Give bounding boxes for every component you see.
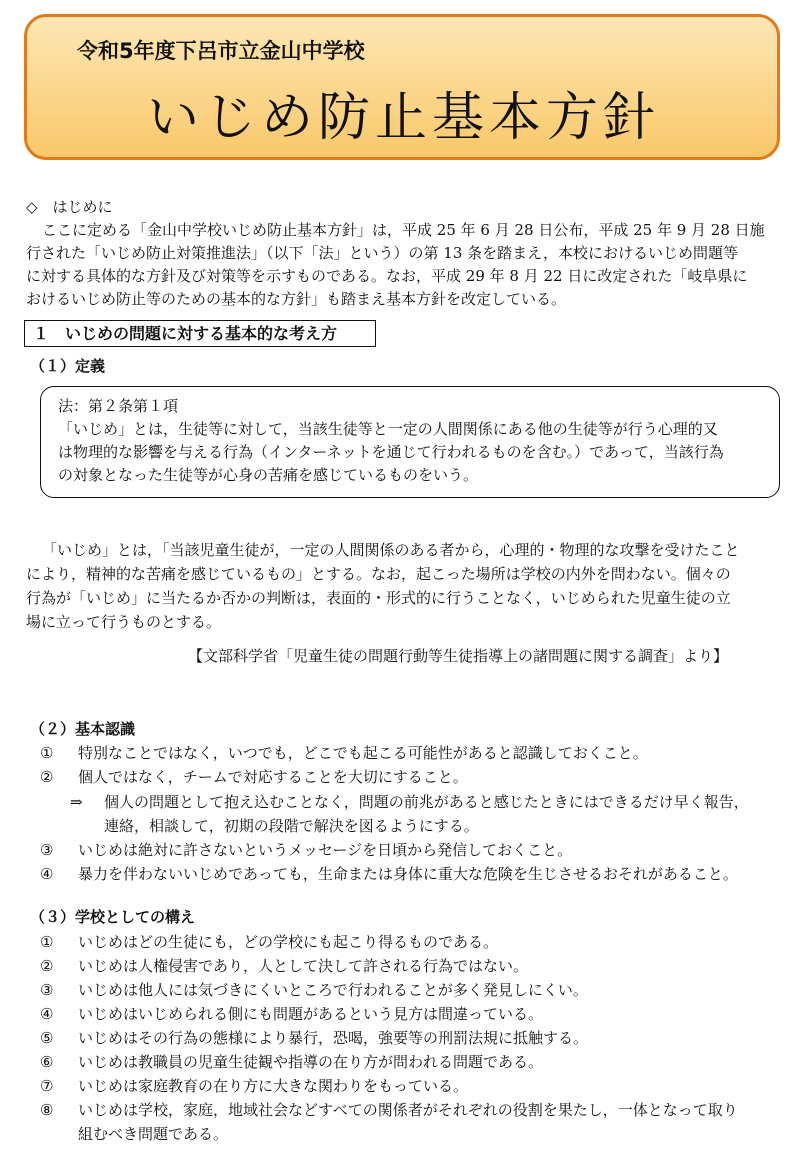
- arrow-note-line: 個人の問題として抱え込むことなく，問題の前兆があると感じたときにはできるだけ早く報告，: [104, 793, 749, 811]
- arrow-note-line: 連絡，相談して，初期の段階で解決を図るようにする。: [104, 817, 479, 835]
- definition-paragraph-line: 場に立って行うものとする。: [26, 613, 222, 631]
- stance-heading: （３）学校としての構え: [30, 908, 196, 926]
- title-banner: [24, 14, 780, 160]
- list-item: [40, 766, 468, 788]
- item-text: いじめは他人には気づきにくいところで行われることが多く発見しにくい。: [78, 981, 588, 999]
- item-number: ⑤: [40, 1029, 54, 1047]
- item-number: ④: [40, 865, 54, 883]
- list-item: [40, 1099, 738, 1121]
- list-item: [40, 955, 528, 977]
- item-number: ⑥: [40, 1053, 54, 1071]
- item-text: いじめはどの生徒にも，どの学校にも起こり得るものである。: [78, 933, 499, 951]
- item-text: 暴力を伴わないいじめであっても，生命または身体に重大な危険を生じさせるおそれがあること。: [78, 865, 738, 883]
- intro-line: おけるいじめ防止等のための基本的な方針」も踏まえ基本方針を改定している。: [26, 290, 567, 308]
- item-text: いじめは学校，家庭，地域社会などすべての関係者がそれぞれの役割を果たし，一体となって取り: [78, 1101, 738, 1119]
- list-item: [40, 931, 498, 953]
- list-item: [40, 1075, 468, 1097]
- definition-line: の対象となった生徒等が心身の苦痛を感じているものをいう。: [58, 466, 479, 484]
- list-item: [40, 1027, 588, 1049]
- list-item: [40, 979, 588, 1001]
- item-number: ②: [40, 957, 54, 975]
- list-item: [40, 1051, 543, 1073]
- item-text: いじめはその行為の態様により暴行，恐喝，強要等の刑罰法規に抵触する。: [78, 1029, 589, 1047]
- item-text: いじめは家庭教育の在り方に大きな関わりをもっている。: [78, 1077, 469, 1095]
- item-text: いじめは人権侵害であり，人として決して許される行為ではない。: [78, 957, 529, 975]
- section-1-heading: １ いじめの問題に対する基本的な考え方: [24, 320, 376, 347]
- intro-line: に対する具体的な方針及び対策等を示すものである。なお，平成 29 年 8 月 22 日に改定された「岐阜県に: [26, 267, 748, 285]
- list-item: [40, 863, 738, 885]
- list-item-continuation: 組むべき問題である。: [78, 1125, 229, 1143]
- item-number: ②: [40, 768, 54, 786]
- definition-paragraph-line: 「いじめ」とは，「当該児童生徒が，一定の人間関係のある者から，心理的・物理的な攻撃を受けたこと: [42, 541, 740, 559]
- item-text: いじめはいじめられる側にも問題があるという見方は間違っている。: [78, 1005, 544, 1023]
- school-name: 令和5年度下呂市立金山中学校: [77, 39, 365, 63]
- item-number: ①: [40, 744, 54, 762]
- recognition-heading: （２）基本認識: [30, 720, 136, 738]
- item-text: いじめは絶対に許さないというメッセージを日頃から発信しておくこと。: [78, 841, 573, 859]
- item-number: ①: [40, 933, 54, 951]
- item-text: 個人ではなく，チームで対応することを大切にすること。: [78, 768, 468, 786]
- item-text: 特別なことではなく，いつでも，どこでも起こる可能性があると認識しておくこと。: [78, 744, 648, 762]
- item-number: ⑦: [40, 1077, 54, 1095]
- definition-paragraph-line: により，精神的な苦痛を感じているもの」とする。なお，起こった場所は学校の内外を問わない。個々の: [26, 565, 731, 583]
- definition-paragraph-line: 行為が「いじめ」に当たるか否かの判断は，表面的・形式的に行うことなく，いじめられた児童生徒の立: [26, 589, 731, 607]
- arrow-icon: ⇒: [70, 793, 83, 811]
- list-item: [40, 1003, 543, 1025]
- list-item: [40, 839, 572, 861]
- page-title: いじめ防止基本方針: [147, 88, 661, 148]
- definition-heading: （１）定義: [30, 357, 106, 375]
- intro-line: 行された「いじめ防止対策推進法」（以下「法」という）の第 13 条を踏まえ，本校におけるいじめ問題等: [26, 244, 739, 262]
- item-number: ④: [40, 1005, 54, 1023]
- list-item: [40, 742, 648, 764]
- item-text: いじめは教職員の児童生徒観や指導の在り方が問われる問題である。: [78, 1053, 544, 1071]
- item-number: ③: [40, 841, 54, 859]
- item-number: ⑧: [40, 1101, 54, 1119]
- definition-line: は物理的な影響を与える行為（インターネットを通じて行われるものを含む。）であって，当該行為: [58, 443, 724, 461]
- source-citation: 【文部科学省「児童生徒の問題行動等生徒指導上の諸問題に関する調査」より】: [188, 647, 729, 665]
- item-number: ③: [40, 981, 54, 999]
- intro-line: ここに定める「金山中学校いじめ防止基本方針」は，平成 25 年 6 月 28 日公布，平成 25 年 9 月 28 日施: [42, 221, 765, 239]
- definition-line: 「いじめ」とは，生徒等に対して，当該生徒等と一定の人間関係にある他の生徒等が行う心理的又: [58, 420, 718, 438]
- intro-heading: ◇ はじめに: [26, 198, 113, 216]
- law-reference: 法：第２条第１項: [58, 397, 179, 415]
